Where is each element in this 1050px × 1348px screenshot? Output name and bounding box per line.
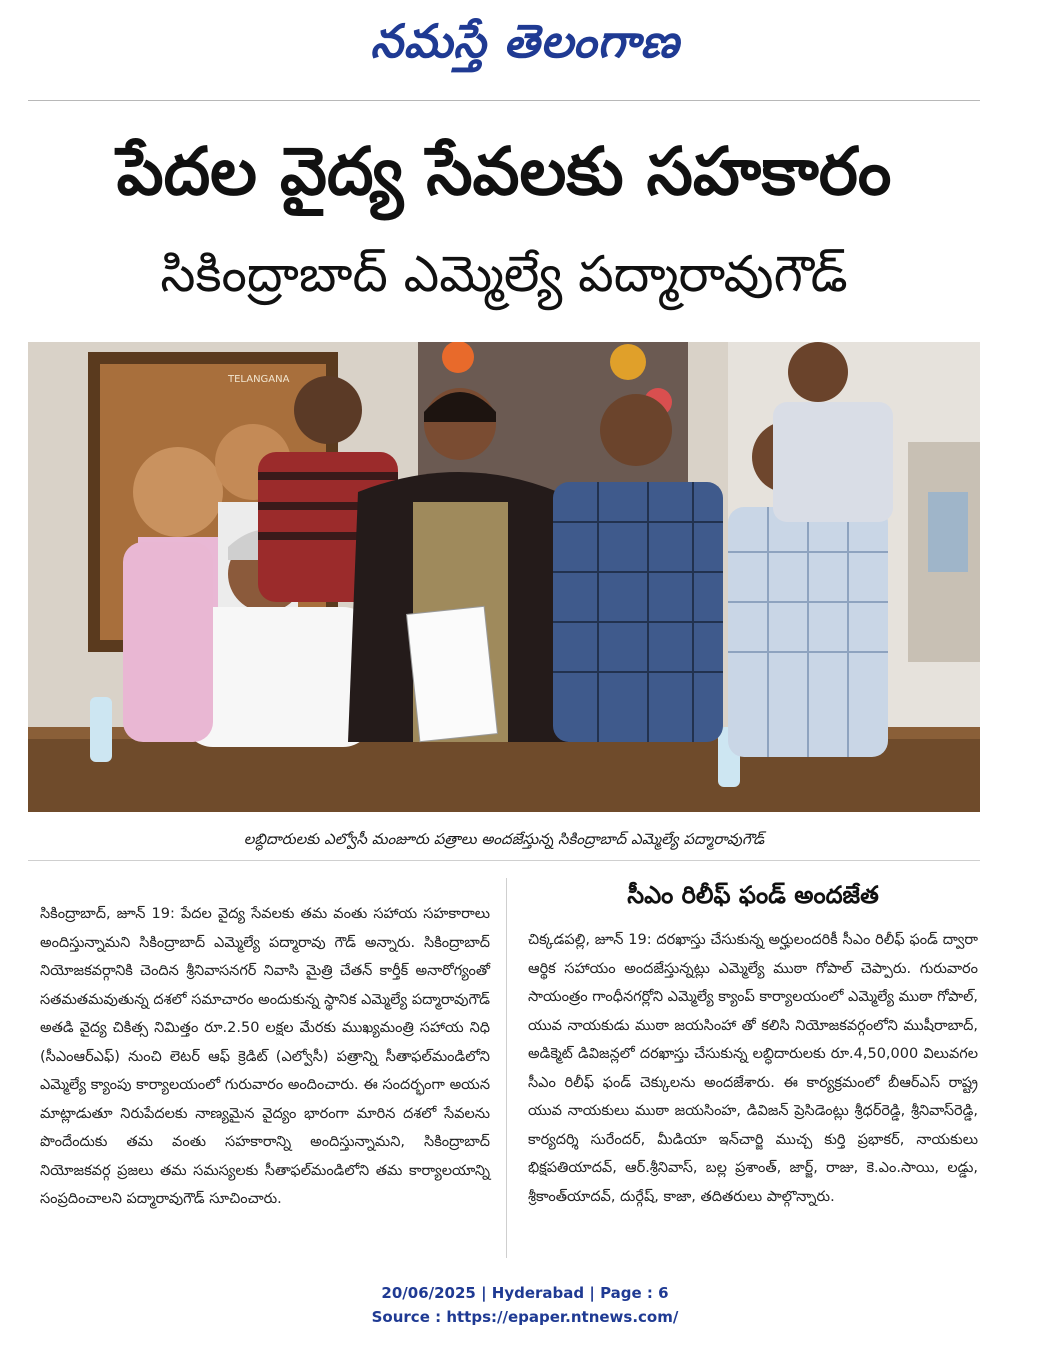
side-article-body: చిక్కడపల్లి, జూన్ 19: దరఖాస్తు చేసుకున్న అర్హులందరికీ సీఎం రిలీఫ్ ఫండ్ ద్వారా ఆర్థిక సహాయం అందజేస్తున్నట్లు ఎమ్మెల్యే ముఠా గోపాల్ చెప్పారు. గురువారం సాయంత్రం గాంధీనగర్లోని ఎమ్మెల్యే క్యాంప్ కార్యాలయంలో ఎమ్మెల్యే ముఠా గోపాల్, యువ నాయకుడు ముఠా జయసింహా తో కలిసి నియోజకవర్గంలోని ముషీరాబాద్, అడిక్మెట్ డివిజన్లలో దరఖాస్తు చేసుకున్న లబ్ధిదారులకు రూ.4,50,000 విలువగల సీఎం రిలీఫ్ ఫండ్ చెక్కులను అందజేశారు. ఈ కార్యక్రమంలో బీఆర్ఎస్ రాష్ట్ర యువ నాయకులు ముఠా జయసింహ, డివిజన్ ప్రెసిడెంట్లు శ్రీధర్‌రెడ్డి, శ్రీనివాస్‌రెడ్డి, కార్యదర్శి సురేందర్, మీడియా ఇన్‌చార్జి ముచ్చ కుర్తి ప్రభాకర్, నాయకులు భిక్షపతియాదవ్, ఆర్.శ్రీనివాస్, బల్ల ప్రశాంత్, జార్జ్, రాజు, కె.ఎం.సాయి, లడ్డు, శ్రీకాంత్‌యాదవ్, దుర్గేష్, కాజా, తదితరులు పాల్గొన్నారు. (528, 932, 978, 1205)
article-body: సికింద్రాబాద్, జూన్ 19: పేదల వైద్య సేవలకు తమ వంతు సహాయ సహకారాలు అందిస్తున్నామని సికింద్రాబాద్ ఎమ్మెల్యే పద్మారావు గౌడ్ అన్నారు. సికింద్రాబాద్ నియోజకవర్గానికి చెందిన శ్రీనివాసనగర్ నివాసి మైత్రి చేతన్ కార్తీక్ అనారోగ్యంతో సతమతమవుతున్న దశలో సమాచారం అందుకున్న స్థానిక ఎమ్మెల్యే పద్మారావుగౌడ్ అతడి వైద్య చికిత్స నిమిత్తం రూ.2.50 లక్షల మేరకు ముఖ్యమంత్రి సహాయ నిధి (సీఎంఆర్ఎఫ్) నుంచి లెటర్ ఆఫ్ క్రెడిట్ (ఎల్వోసీ) పత్రాన్ని సీతాఫల్‌మండిలోని ఎమ్మెల్యే క్యాంపు కార్యాలయంలో గురువారం అందించారు. ఈ సందర్భంగా అయన మాట్లాడుతూ నిరుపేదలకు నాణ్యమైన వైద్యం భారంగా మారిన దశలో సేవలను పొందేందుకు తమ వంతు సహకారాన్ని అందిస్తున్నామని, సికింద్రాబాద్ నియోజకవర్గ ప్రజలు తమ సమస్యలకు సీతాఫల్‌మండిలోని తమ కార్యాలయాన్ని సంప్రదించాలని పద్మారావుగౌడ్ సూచించారు. (40, 906, 490, 1207)
side-article-title: సీఎం రిలీఫ్ ఫండ్ అందజేత (627, 881, 879, 909)
footer-date-line: 20/06/2025 | Hyderabad | Page : 6 (381, 1284, 669, 1302)
column-divider (506, 878, 507, 1258)
subheadline: సికింద్రాబాద్ ఎమ్మెల్యే పద్మారావుగౌడ్ (160, 245, 848, 303)
footer-source-line: Source : https://epaper.ntnews.com/ (371, 1308, 679, 1326)
masthead-logo: నమస్తే తెలంగాణ (370, 14, 680, 68)
photo-caption: లబ్ధిదారులకు ఎల్వోసీ మంజూరు పత్రాలు అందజేస్తున్న సికింద్రాబాద్ ఎమ్మెల్యే పద్మారావుగౌడ్ (28, 818, 980, 861)
top-rule (28, 100, 980, 101)
painting-label: TELANGANA (228, 374, 290, 385)
news-photo (28, 342, 980, 812)
headline: పేదల వైద్య సేవలకు సహకారం (116, 133, 892, 210)
